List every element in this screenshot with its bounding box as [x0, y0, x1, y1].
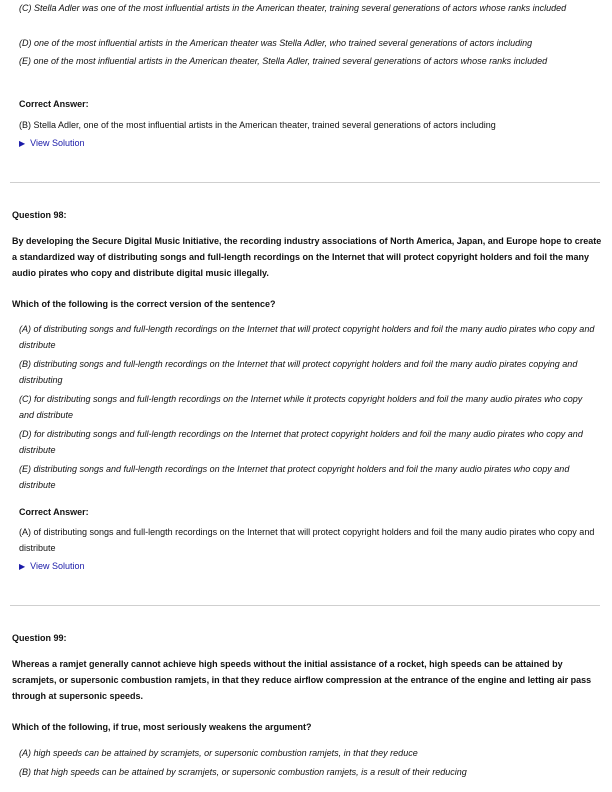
q98-correct-answer-label: Correct Answer: — [19, 507, 89, 517]
section-divider — [10, 182, 600, 183]
q98-option-a: (A) of distributing songs and full-length recordings on the Internet that will protect copyright holders and foil the many audio pirates who copy and distribute — [19, 324, 595, 350]
q98-option-b: (B) distributing songs and full-length recordings on the Internet that will protect copyright holders and foil the many audio pirates copying and distributing — [19, 359, 578, 385]
q97-option-e: (E) one of the most influential artists in the American theater, Stella Adler, trained several generations of actors whose ranks included — [19, 56, 548, 66]
q97-correct-answer-text: (B) Stella Adler, one of the most influential artists in the American theater, trained several generations of actors including — [19, 120, 496, 130]
q97-option-c: (C) Stella Adler was one of the most influential artists in the American theater, training several generations of actors whose ranks included — [19, 3, 567, 13]
q98-view-solution-link[interactable] — [19, 558, 85, 575]
q98-option-e: (E) distributing songs and full-length recordings on the Internet that protect copyright holders and foil the many audio pirates who copy and distribute — [19, 464, 570, 490]
q97-option-d: (D) one of the most influential artists in the American theater was Stella Adler, who trained several generations of actors including — [19, 38, 533, 48]
q99-label: Question 99: — [12, 633, 67, 643]
q98-label: Question 98: — [12, 210, 67, 220]
q99-option-a: (A) high speeds can be attained by scramjets, or supersonic combustion ramjets, in that they reduce — [19, 748, 418, 758]
q99-prompt: Which of the following, if true, most seriously weakens the argument? — [12, 722, 312, 732]
q97-correct-answer-label: Correct Answer: — [19, 99, 89, 109]
q98-correct-answer-text: (A) of distributing songs and full-length recordings on the Internet that will protect copyright holders and foil the many audio pirates who copy and distribute — [19, 527, 595, 553]
q97-view-solution-link[interactable] — [19, 135, 85, 152]
q98-prompt: Which of the following is the correct version of the sentence? — [12, 299, 276, 309]
q98-option-c: (C) for distributing songs and full-length recordings on the Internet while it protects copyright holders and foil the many audio pirates who copy and distribute — [19, 394, 583, 420]
q98-option-d: (D) for distributing songs and full-length recordings on the Internet that protect copyright holders and foil the many audio pirates who copy and distribute — [19, 429, 583, 455]
q98-view-solution-label: View Solution — [30, 561, 85, 571]
play-triangle-icon: ▶ — [19, 139, 26, 148]
q97-view-solution-label: View Solution — [30, 138, 85, 148]
section-divider — [10, 605, 600, 606]
q99-stem: Whereas a ramjet generally cannot achieve high speeds without the initial assistance of a rocket, high speeds can be attained by scramjets, or supersonic combustion ramjets, in that they reduce airflow compression at the entrance of the engine and letting air pass through at supersonic speeds. — [12, 659, 592, 701]
q99-option-b: (B) that high speeds can be attained by scramjets, or supersonic combustion ramjets, is a result of their reducing — [19, 767, 467, 777]
q98-stem: By developing the Secure Digital Music Initiative, the recording industry associations of North America, Japan, and Europe hope to create a standardized way of distributing songs and full-length recordings on the Internet that will protect copyright holders and foil the many audio pirates who copy and distribute digital music illegally. — [12, 236, 602, 278]
play-triangle-icon: ▶ — [19, 562, 26, 571]
